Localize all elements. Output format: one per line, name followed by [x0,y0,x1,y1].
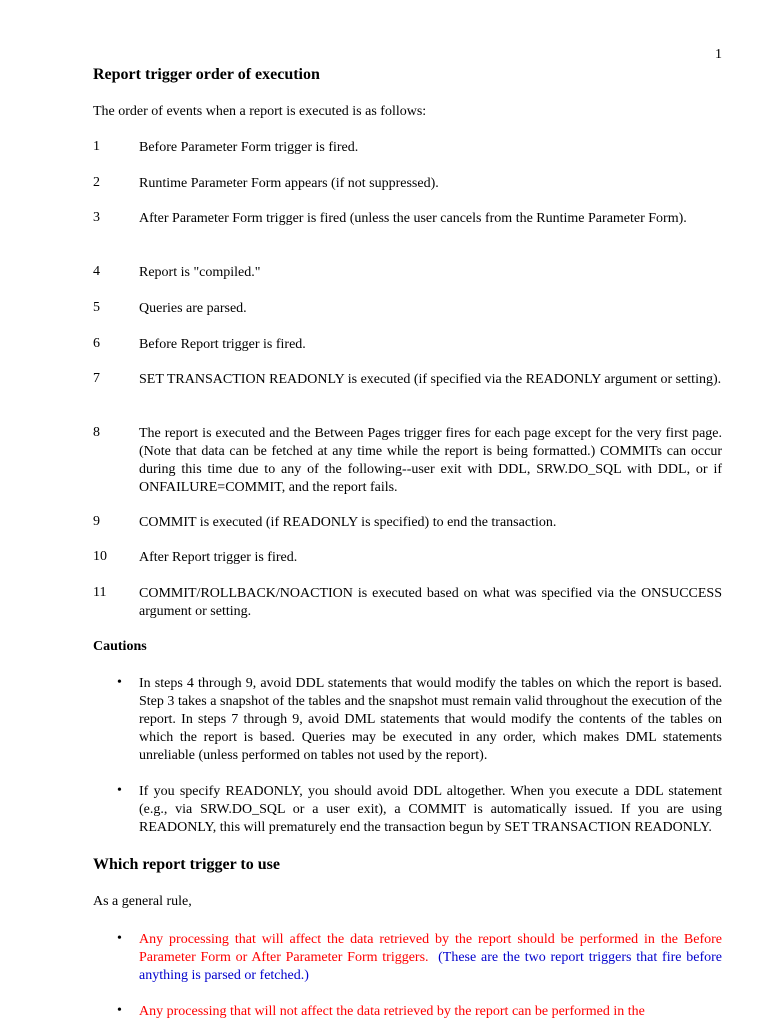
step-text: Runtime Parameter Form appears (if not suppressed). [139,176,439,191]
general-rule-paragraph: As a general rule, [93,894,192,909]
step-text: SET TRANSACTION READONLY is executed (if specified via the READONLY argument or setting). [139,372,722,387]
step-text: Report is "compiled." [139,265,261,280]
step-text: COMMIT is executed (if READONLY is specified) to end the transaction. [139,515,557,530]
step-text: COMMIT/ROLLBACK/NOACTION is executed based on what was specified via the ONSUCCESS argument or setting. [139,586,722,619]
section-title-which-trigger: Which report trigger to use [93,856,280,873]
bullet-icon: • [117,675,122,690]
step-number: 1 [93,139,100,154]
step-number: 6 [93,336,100,351]
step-number: 4 [93,264,100,279]
rule-item [139,1003,722,1021]
step-number: 9 [93,514,100,529]
rule-text-red: Any processing that will not affect the data retrieved by the report can be performed in the [139,1004,645,1019]
bullet-icon: • [117,783,122,798]
step-text: After Parameter Form trigger is fired (unless the user cancels from the Runtime Parameter Form). [139,211,687,226]
rule-text-red: Any processing that will affect the data retrieved by the report should be performed in the Before Parameter Form or After Parameter Form triggers. [139,932,722,965]
step-number: 7 [93,371,100,386]
page-number: 1 [715,47,722,62]
caution-item: If you specify READONLY, you should avoid DDL altogether. When you execute a DDL statement (e.g., via SRW.DO_SQL or a user exit), a COMMIT is automatically issued. If you are using READONLY, this will prematurely end the transaction begun by SET TRANSACTION READONLY. [139,784,722,835]
step-number: 8 [93,425,100,440]
bullet-icon: • [117,1003,122,1018]
step-number: 5 [93,300,100,315]
step-text: After Report trigger is fired. [139,550,298,565]
rule-item [139,931,722,985]
step-text: The report is executed and the Between Pages trigger fires for each page except for the very first page. (Note that data can be fetched at any time while the report is being formatted.) COMMITs can occur during this time due to any of the following--user exit with DDL, SRW.DO_SQL with DDL, or if ONFAILURE=COMMIT, and the report fails. [139,426,722,495]
section-title-execution-order: Report trigger order of execution [93,66,320,83]
cautions-heading: Cautions [93,639,147,654]
bullet-icon: • [117,931,122,946]
caution-item: In steps 4 through 9, avoid DDL statements that would modify the tables on which the report is based. Step 3 takes a snapshot of the tables and the snapshot must remain valid throughout the execution of the report. In steps 7 through 9, avoid DML statements that would modify the contents of the tables on which the report is based. Queries may be executed in any order, which makes DML statements unreliable (unless performed on tables not used by the report). [139,676,722,763]
step-text: Before Report trigger is fired. [139,337,306,352]
step-text: Before Parameter Form trigger is fired. [139,140,359,155]
step-number: 2 [93,175,100,190]
step-number: 10 [93,549,107,564]
intro-paragraph: The order of events when a report is executed is as follows: [93,104,427,119]
rule-text-blue: (These are the two report triggers that fire before anything is parsed or fetched.) [139,950,723,983]
step-number: 11 [93,585,107,600]
step-text: Queries are parsed. [139,301,247,316]
step-number: 3 [93,210,100,225]
